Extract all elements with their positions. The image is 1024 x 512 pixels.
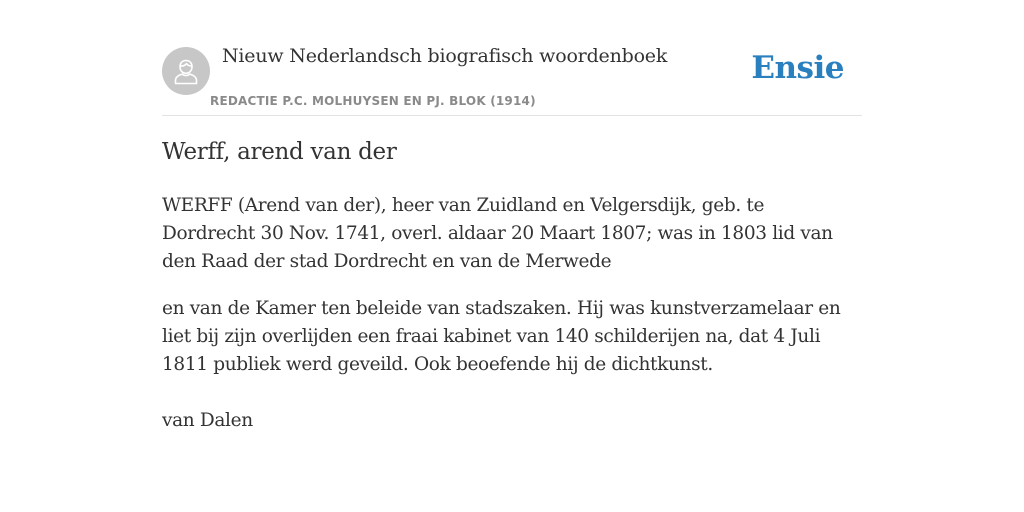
entry-author: van Dalen [162,410,253,431]
source-header [162,0,862,116]
entry-title: Werff, arend van der [162,139,397,165]
user-silhouette-icon [162,47,210,95]
ensie-logo-link[interactable]: Ensie [751,50,844,86]
source-editors: REDACTIE P.C. MOLHUYSEN EN PJ. BLOK (1914) [210,94,536,108]
entry-paragraph: WERFF (Arend van der), heer van Zuidland en Velgersdijk, geb. te Dordrecht 30 Nov. 1741, overl. aldaar 20 Maart 1807; was in 1803 lid van den Raad der stad Dordrecht en van de Merwede [162,195,833,272]
source-title[interactable]: Nieuw Nederlandsch biografisch woordenboek [222,45,668,67]
source-avatar[interactable] [162,47,210,95]
entry-paragraph: en van de Kamer ten beleide van stadszaken. Hij was kunstverzamelaar en liet bij zijn overlijden een fraai kabinet van 140 schilderijen na, dat 4 Juli 1811 publiek werd geveild. Ook beoefende hij de dichtkunst. [162,298,841,375]
page-container [162,0,862,431]
